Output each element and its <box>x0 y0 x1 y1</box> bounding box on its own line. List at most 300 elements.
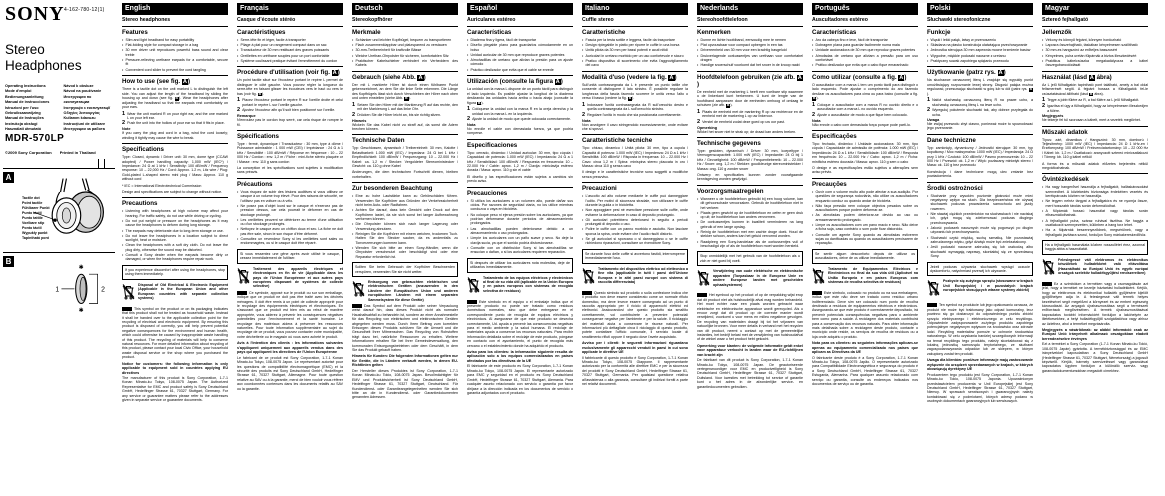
precaution-item: • Achten Sie darauf, dass kein Gewicht oder Druck auf den Kopfhörern lastet, da sie sich sonst bei langer Aufbewahrung verformen können. <box>352 208 458 221</box>
doc-title: Istruzioni per l'uso <box>5 105 39 110</box>
precaution-item: • Ne tegyen nehéz tárgyat a fejhallgatóra és ne nyomja össze, mert hosszabb tárolás során deformálódhat. <box>1042 199 1148 208</box>
section-title-specifications: Technische gegevens <box>697 139 761 147</box>
column-subtitle: Stereo headphones <box>122 17 171 23</box>
specifications-text: Tipo: chiuso, dinamico / Unità pilota: 30 mm, tipo a cupola / Capacità di potenza: 1.000 mW (IEC) / Impedenza: 24 Ω a 1 kHz / Sensibilità: 100 dB/mW / Risposta in frequenza: 10 – 22.000 Hz / Cavo: circa 1,2 m / Spina: minispina stereo placcata in oro / Massa: circa 110 g senza cavo <box>582 146 688 168</box>
section-title-how-to-use: How to use (see fig. A) <box>122 78 190 86</box>
section-title-specifications: Dane techniczne <box>927 136 976 144</box>
section-title-specifications: Specifications <box>122 146 164 154</box>
crossed-out-wheelie-bin-icon <box>582 267 595 289</box>
model-number: MDR-570LP <box>5 133 65 144</box>
specifications-note: O design e as especificações estão sujeitos a alterações sem aviso prévio. <box>812 166 918 175</box>
column-subtitle: Sztereó fejhallgató <box>1042 17 1089 23</box>
specifications-note: Design and specifications are subject to change without notice. <box>122 190 223 195</box>
tactile-dot-caption: Punto táctil <box>22 211 42 215</box>
specifications-note: La conception et les spécifications sont sujettes à modification sans préavis. <box>237 166 343 175</box>
note-text: No enrolle el cable con demasiada fuerza, ya que podría romperse. <box>467 126 573 136</box>
section-title-precautions: Środki ostrożności <box>927 184 983 192</box>
section-title-precautions: Zur besonderen Beachtung <box>352 185 433 193</box>
weee-title: Disposal of Old Electrical & Electronic Equipment (Applicable in the European Union and other European countries with separate collection systems) <box>138 282 228 300</box>
crossed-out-wheelie-bin-icon <box>352 280 365 302</box>
feature-item: • Oreillettes en uréthane souples pour un port confortable <box>237 54 343 58</box>
doc-title: Instrucţiuni de utilizare <box>63 121 106 126</box>
eu-notice-title: Uwaga dla klientów: poniższe informacje mają zastosowanie wyłącznie do urządzeń sprzedawanych w krajach, w których obowiązują dyrektywy UE <box>927 358 1033 372</box>
divider <box>697 71 803 72</box>
step-number: 1 <box>237 97 241 104</box>
doc-title: Инструкция по эксплуатации <box>63 94 92 105</box>
figure-b-mark-1: 1 <box>55 286 60 294</box>
section-title-features: Características <box>467 29 512 36</box>
specifications-text: Type : fermé, dynamique / Transducteur : 30 mm, type à dôme / Puissance admissible : 1 000 mW (CEI) / Impédance : 24 Ω à 1 kHz / Sensibilité : 100 dB/mW / Réponse en fréquence : 10 – 22 000 Hz / Cordon : env. 1,2 m / Fiche : mini-fiche stéréo plaquée or / Masse : env. 110 g sans cordon <box>237 141 343 164</box>
feature-item: • Schlanker und leichter Kopfbügel, bequem zu transportieren <box>352 38 458 42</box>
feature-item: • Vékony és könnyű fejpánt, könnyen hordozható <box>1042 38 1148 42</box>
weee-block <box>582 267 688 289</box>
feature-item: • Diseño plegable plano para guardarlos cómodamente en un bolso <box>467 43 573 52</box>
weee-block <box>122 283 228 305</box>
figure-b-ref: B <box>258 91 261 96</box>
black-bar-icon <box>467 300 477 304</box>
weee-body: Ez a szimbólum a terméken vagy a csomagolásán azt jelzi, hogy a terméket ne kezelje háztartási hulladékként. Kérjük, hogy az elektromos és elektronikai hulladék gyűjtésére kijelölt gyűjtőhelyen adja le. A feleslegessé vált termék helyes kezelésével segít megelőzni a környezet és az emberi egészség károsodását. Az anyagok újrahasznosítása segít a természeti erőforrások megőrzésében. A termék újrahasznosításával kapcsolatos további információért forduljon a lakóhelyén az illetékesekhez, a helyi hulladékgyűjtő szolgáltatóhoz vagy ahhoz az üzlethez, ahol a terméket megvásárolta. <box>1042 281 1148 326</box>
eu-notice-title: Nota para os clientes: as seguintes informações aplicam-se apenas ao equipamento comercializado nos países que aplicam as Directivas da UE <box>812 341 918 355</box>
column-subtitle: Stereohoofdtelefoon <box>697 17 748 23</box>
note-label: Hinweis <box>352 118 367 123</box>
column-subtitle: Słuchawki stereofoniczne <box>927 17 991 23</box>
step-item <box>237 98 343 107</box>
registration-marks <box>98 156 110 166</box>
section-title-specifications: Technische Daten <box>352 137 405 145</box>
precaution-item: • As almofadas podem deteriorar-se devido ao uso ou armazenamento prolongado. <box>812 213 918 222</box>
doc-title: Інструкція з експлуатації <box>63 105 111 110</box>
tactile-dot-caption: Punto tattile <box>22 216 43 220</box>
cover-panel <box>0 0 118 496</box>
section-title-specifications: Spécifications <box>237 132 279 140</box>
specifications-text: Típus: zárt, dinamikus / Hangszóró: 30 mm, domború / Teljesítmény: 1000 mW (IEC) / Impedancia: 24 Ω 1 kHz-en / Érzékenység: 100 dB/mW / Frekvenciatartomány: 10 – 22 000 Hz / Kábel: kb. 1,2 m / Csatlakozó: aranyozott sztereó minicsatlakozó / Tömeg: kb. 110 g kábel nélkül <box>1042 137 1148 160</box>
precaution-item: • Plaats geen gewicht op de hoofdtelefoon en oefen er geen druk op uit; de hoofdtelefoon kan anders vervormen. <box>697 211 803 220</box>
figure-b-ref: B <box>1029 87 1032 92</box>
step-item <box>467 107 573 116</box>
doc-title: Οδηγίες λειτουργίας <box>63 111 100 116</box>
section-title-features: Funkcje <box>927 29 951 36</box>
step-number: 1 <box>1042 97 1046 104</box>
note-text: Wickeln Sie das Kabel nicht zu straff auf, da sonst die Adern brechen können. <box>352 122 458 131</box>
step-number: 1 <box>927 97 931 104</box>
divider <box>927 182 1033 183</box>
divider <box>1042 71 1148 72</box>
weee-title: Trattamento del dispositivo elettrico od elettronico a fine vita (applicabile in tutti i paesi dell'Unione Europea e in altri paesi europei con sistema di raccolta differenziata) <box>598 266 688 284</box>
figure-b-label: B <box>3 256 14 267</box>
document-language-lists <box>5 84 115 133</box>
specifications-note: Ontwerp en specificaties kunnen zonder voorafgaande kennisgeving worden gewijzigd. <box>697 173 803 182</box>
section-title-how-to-use: Hoofdtelefoon gebruiken (zie afb. A) <box>697 73 802 88</box>
printed-in-text: Printed in Thailand <box>59 150 96 155</box>
weee-title: Entsorgung von gebrauchten elektrischen und elektronischen Geräten (anzuwenden in den Ländern der Europäischen Union und anderen europäischen Ländern mit einem separaten Sammelsystem für diese Geräte) <box>368 279 458 302</box>
weee-body: Het symbool op het product of op de verpakking wijst erop dat dit product niet als huishoudelijk afval mag worden behandeld. Het moet echter naar een plaats worden gebracht waar elektrische en elektronische apparatuur wordt gerecycled. Als u ervoor zorgt dat dit product op de correcte manier wordt verwijderd, voorkomt u voor mens en milieu negatieve gevolgen. De recycling van materialen draagt bij tot het vrijwaren van natuurlijke bronnen. Voor meer details in verband met het recyclen van dit product, neemt u contact op met de gemeentelijke instanties, het bedrijf belast met de verwijdering van huishoudafval of de winkel waar u het product hebt gekocht. <box>697 293 803 342</box>
weee-body: Ce symbole, apposé sur le produit ou sur son emballage, indique que ce produit ne doit pas être traité avec les déchets ménagers. Il doit être remis à un point de collecte approprié pour le recyclage des équipements électriques et électroniques. En s'assurant que ce produit est bien mis au rebut de manière appropriée, vous aiderez à prévenir les conséquences négatives potentielles pour l'environnement et la santé humaine. Le recyclage des matériaux aidera à préserver les ressources naturelles. Pour toute information supplémentaire au sujet du recyclage de ce produit, vous pouvez contacter votre municipalité, votre déchetterie ou le magasin où vous avez acheté le produit. <box>237 290 343 339</box>
section-title-precautions: Precautions <box>122 200 158 208</box>
note-label: Nota <box>467 122 476 127</box>
divider <box>697 26 803 27</box>
doc-title: Használati útmutató <box>5 127 42 132</box>
divider <box>812 178 918 179</box>
features-list <box>582 38 688 68</box>
features-list <box>237 38 343 63</box>
figure-b-ref: B <box>405 96 408 101</box>
note-label: Megjegyzés <box>1042 114 1064 119</box>
feature-item: • Weiche Urethan-Ohrpolster für sicheren, komfortablen Sitz <box>352 54 458 58</box>
precaution-item: • Nettoyez le casque avec un chiffon doux et sec. La fiche ne doit pas être sale, sinon le son risque d'être déformé. <box>237 227 343 236</box>
step-number: 1 <box>812 101 816 108</box>
how-to-use-intro: Na słuchawce oznaczonej literą L znajduje się wypukły punkt umożliwiający rozpoznanie lewej strony. Długość pałąka można regulować, przesuwając słuchawki w górę lub w dół (patrz rys. B). <box>927 78 1033 96</box>
note-label: Remarque <box>237 114 256 119</box>
divider <box>352 26 458 27</box>
boxed-note: Se sentir algum desconforto depois de utilizar os auscultadores, deixe de os utilizar imediatamente. <box>812 249 918 264</box>
black-bar-icon <box>122 307 132 311</box>
precaution-item: • Reinigen Sie die Kopfhörer mit einem weichen, trockenen Tuch. Halten Sie den Stecker sauber, da es andernfalls zu Tonverzerrungen kommen kann. <box>352 232 458 245</box>
specifications-note: Il design e le caratteristiche tecniche sono soggetti a modifiche senza preavviso. <box>582 170 688 179</box>
step-text: Verstel de eenheid zodat deze goed op uw oor past. <box>702 119 785 124</box>
section-title-features: Características <box>812 29 857 36</box>
tactile-dot-caption: Ponto táctil <box>22 226 42 230</box>
precaution-item: • Do not leave the headphones in a location subject to direct sunlight, heat or moisture. <box>122 234 228 243</box>
eu-notice-title: Aviso para los clientes: la información siguiente resulta de aplicación solo a los equipos comercializados en países afectados por las directivas de la UE <box>467 349 573 363</box>
feature-item: • Aro da cabeça fino e leve, fácil de transportar <box>812 38 918 42</box>
doc-title: Инструкции за работа <box>63 127 105 132</box>
figure-b-ref: B <box>1089 91 1093 96</box>
tactile-dot-caption: Tactile dot <box>22 196 40 200</box>
step-item <box>1042 104 1148 113</box>
feature-item: • Serre-tête fin et léger, facile à transporter <box>237 38 343 42</box>
figure-b-ref: B <box>726 103 730 108</box>
divider <box>122 197 228 198</box>
figure-a-ref: A <box>998 70 1003 77</box>
doc-title: Manual de Instruções <box>5 116 44 121</box>
section-title-how-to-use: Modalità d'uso (vedere la fig. A) <box>582 73 677 81</box>
features-list <box>812 38 918 68</box>
divider <box>1042 26 1148 27</box>
eu-notice-body: Ezt a terméket a Sony Corporation (1-7-1 Konan Minato-ku Tokió, 108-0075 Japán) gyártotta. A termékbiztonsággal és az EMC irányelvekkel kapcsolatban a Sony Deutschland GmbH (Hedelfinger Strasse 61, 70327 Stuttgart, Németország) a jogosult képviselő. Kérjük, bármely szervizeléssel vagy garanciával kapcsolatos ügyben forduljon a különálló szerviz- vagy garanciadokumentumokban megadott címekhez. <box>1042 342 1148 373</box>
feature-item: • 30 mm-es hangszóró az erőteljes basszusért <box>1042 48 1148 52</box>
weee-block <box>467 276 573 298</box>
step-text: Drücken Sie die Hörer leicht an, bis sie richtig sitzen. <box>357 112 441 117</box>
divider <box>237 66 343 67</box>
step-item <box>697 120 803 125</box>
doc-title: Kullanım kılavuzu <box>63 116 96 121</box>
feature-item: • Praktyczny suwak zapobiega splątaniu przewodu <box>927 59 1033 63</box>
section-title-precautions: Voorzorgsmaatregelen <box>697 187 764 195</box>
how-to-use-intro: Az L jelű fülhallgatón tapintható pont található, amely a bal oldal felismerését segíti. A fejpánt hossza a fülhallgatók fel-le csúsztatásával állítható (lásd B ábra). <box>1042 82 1148 96</box>
precaution-item: • Limpie los auriculares con un paño suave y seco. No deje la clavija sucia, ya que el sonido podría distorsionarse. <box>467 236 573 245</box>
black-bar-icon <box>697 293 707 297</box>
precaution-item: • Do not put weight or pressure on the headphones as it may cause the headphones to deform during long storage. <box>122 219 228 228</box>
doc-title: Návod k obsluze <box>63 84 94 88</box>
step-item <box>122 121 228 126</box>
section-title-how-to-use: Procédure d'utilisation (voir fig. A) <box>237 69 340 77</box>
note-label: Uwaga <box>927 117 940 122</box>
figure-a-ref: A <box>1089 74 1094 81</box>
tactile-dot-caption: Point tactile <box>22 201 43 205</box>
step-item <box>582 103 688 112</box>
eu-notice-body: Il fabbricante di questo prodotto è Sony Corporation, 1-7-1 Konan Minato-ku Tokyo, 108-0075 Giappone. Il rappresentante autorizzato per la conformità alle direttive EMC e per la sicurezza dei prodotti è Sony Deutschland GmbH, Hedelfinger Strasse 61, 70327 Stuttgart, Germania. Per qualsiasi questione relativa all'assistenza o alla garanzia, consultare gli indirizzi forniti a parte nei relativi documenti. <box>582 355 688 387</box>
product-title <box>5 42 82 74</box>
language-header: Polski <box>927 3 1033 15</box>
section-title-precautions: Precauciones <box>467 189 508 197</box>
asterisk-mark-bottom: ✱ <box>78 308 84 313</box>
tactile-dot-caption: Fühlbarer Punkt <box>22 206 50 210</box>
step-text: Ajuste la unidad de modo que quede colocada correctamente. <box>472 116 571 121</box>
how-to-use-intro: There is a tactile dot on the unit marked L to distinguish the left side. You can adjust the length of the headband by sliding the housing up and down (see fig. B). Wear the headphones after adjusting the headband so that the earpads rest comfortably on your ears. <box>122 87 228 110</box>
note-label: Nota <box>812 118 821 123</box>
section-title-specifications: Especificaciones <box>467 141 518 149</box>
doc-list-left <box>5 84 57 133</box>
crossed-out-wheelie-bin-icon <box>1042 258 1055 280</box>
headband-adjust-illustration <box>52 263 114 313</box>
copyright-text: ©2009 Sony Corporation <box>5 150 52 155</box>
precaution-item: • Não faça pressão nem coloque objectos pesados sobre os auscultadores porque podem deformar-se. <box>812 204 918 213</box>
how-to-use-intro: Sull'unità contrassegnata da L è presente un punto tattile che consente di distinguere il lato sinistro. È possibile regolare la lunghezza della fascia facendo scorrere le unità verso l'alto o verso il basso (vedere la fig. B). <box>582 82 688 101</box>
step-number: 2 <box>697 118 701 125</box>
precaution-item: • Ouvir com o volume muito alto pode afectar a sua audição. Por questões de segurança rodoviária, não utilize os auscultadores enquanto conduz ou quando andar de bicicleta. <box>812 190 918 203</box>
precaution-item: • Se gli auricolari si sporcano o si danneggiano o se le cuffie richiedono riparazioni, consultare un rivenditore Sony. <box>582 237 688 246</box>
features-list <box>697 38 803 68</box>
figure-a-ref: A <box>669 74 674 81</box>
specifications-note: El diseño y las especificaciones están sujetos a cambios sin previo aviso. <box>467 174 573 184</box>
section-title-precautions: Óvintézkedések <box>1042 176 1089 184</box>
precaution-item: • Consult a Sony dealer when the earpads become dirty or damaged, or when the headphones require repair work. <box>122 253 228 262</box>
note-text: Non avvolgere il cavo stringendolo eccessivamente, onde evitare che si spezzi. <box>582 122 688 131</box>
precaution-item: • Eine zu hohe Lautstärke kann zu Gehörschäden führen. Verwenden Sie Kopfhörer aus Gründen der Verkehrssicherheit nicht beim Auto- oder Radfahren. <box>352 194 458 207</box>
precaution-item: • The earpads may deteriorate due to long-term storage or use. <box>122 229 228 233</box>
divider <box>237 130 343 131</box>
eu-notice-body: De fabrikant van dit product is Sony Corporation, 1-7-1 Konan Minato-ku Tokyo, 108-0075 Japan. De geautoriseerde vertegenwoordiger voor EMC en productveiligheid is Sony Deutschland GmbH, Hedelfinger Strasse 61, 70327 Stuttgart, Duitsland. Voor kwesties met betrekking tot service of garantie kunt u het adres in de afzonderlijke service- en garantiedocumenten gebruiken. <box>697 358 803 389</box>
note-text: N'enroulez pas le cordon trop serré, car cela risque de rompre le fil. <box>237 118 343 127</box>
note-label: Note <box>122 127 131 132</box>
divider <box>582 71 688 72</box>
weee-title: Tratamiento de los equipos eléctricos y electrónicos al final de su vida útil (aplicable en la Unión Europea y en países europeos con sistemas de recogida selectiva de residuos) <box>483 275 573 293</box>
divider <box>237 178 343 179</box>
note-text: Nie zwijaj przewodu zbyt ciasno, ponieważ może to spowodować jego przerwanie. <box>927 121 1033 131</box>
feature-item: • Składana na płasko konstrukcja ułatwiająca przechowywanie <box>927 43 1033 47</box>
divider <box>697 137 803 138</box>
note-text: Não enrole o cabo com demasiada força porque pode parti-lo. <box>812 122 911 127</box>
section-title-how-to-use: Como utilizar (consulte a fig. A) <box>812 73 907 81</box>
specifications-text: Tipo: cerrado, dinámico / Unidad auricular: 30 mm, tipo cúpula / Capacidad de potencia: 1.000 mW (IEC) / Impedancia: 24 Ω a 1 kHz / Sensibilidad: 100 dB/mW / Respuesta en frecuencia: 10 – 22.000 Hz / Cable: aprox. 1,2 m / Clavija: miniclavija estéreo dorada / Masa: aprox. 110 g sin el cable <box>467 150 573 173</box>
doc-title: Návod na používanie <box>63 89 102 94</box>
step-number: 1 <box>122 110 126 117</box>
step-number: 2 <box>237 107 241 114</box>
step-number: 2 <box>812 111 816 118</box>
weee-title: Tratamento de Equipamentos Eléctricos e Electrónicos no final da sua vida útil (Aplicável na União Europeia e em países Europeus com sistemas de recolha selectiva de resíduos) <box>828 266 918 284</box>
eu-notice-body: The manufacturer of this product is Sony Corporation, 1-7-1 Konan Minato-ku Tokyo, 108-0075 Japan. The Authorized Representative for EMC and product safety is Sony Deutschland GmbH, Hedelfinger Strasse 61, 70327 Stuttgart, Germany. For any service or guarantee matters please refer to the addresses given in separate service or guarantee documents. <box>122 376 228 403</box>
divider <box>122 143 228 144</box>
language-column-fr <box>237 3 343 494</box>
precaution-item: • Wanneer u de hoofdtelefoon gebruikt bij een hoog volume, kan dit gehoorschade veroorzaken. Gebruik de hoofdtelefoon niet in het verkeer. <box>697 197 803 210</box>
doc-title: Operating Instructions <box>5 84 46 88</box>
precaution-item: • No coloque peso ni ejerza presión sobre los auriculares, ya que podrían deformarse durante periodos de almacenamiento prolongados. <box>467 213 573 226</box>
doc-title: Instrukcja obsługi <box>5 121 38 126</box>
step-text: Tegye a jobb fülére az R, a bal fülére az L jelű fülhallgatót. <box>1047 98 1140 103</box>
crossed-out-wheelie-bin-icon <box>697 269 710 291</box>
step-item <box>352 103 458 112</box>
tactile-dot-caption: Tapintható pont <box>22 236 49 240</box>
black-bar-icon <box>352 304 362 308</box>
crossed-out-wheelie-bin-icon <box>812 267 825 289</box>
step-item <box>352 113 458 118</box>
note-label: Nota <box>582 118 591 123</box>
step-number: 1 <box>697 108 701 115</box>
black-bar-icon <box>582 291 592 295</box>
step-item <box>237 108 343 113</box>
precaution-item: • Raadpleeg een Sony-handelaar als de oorkussentjes vuil of beschadigd zijn of als de hoofdtelefoon moet worden hersteld. <box>697 240 803 249</box>
language-column-nl <box>697 3 803 494</box>
step-item <box>927 108 1033 117</box>
copyright-line <box>5 150 115 155</box>
eu-notice-body: El fabricante de este producto es Sony Corporation, 1-7-1 Konan Minato-ku Tokyo, 108-0075 Japón. El representante autorizado para EMC y seguridad en el producto es Sony Deutschland GmbH, Hedelfinger Strasse 61, 70327 Stuttgart, Alemania. Para cualquier asunto relacionado con servicio o garantía por favor diríjase a la dirección indicada en los documentos de servicio o garantía adjuntados con el producto. <box>467 364 573 395</box>
features-list <box>927 38 1033 63</box>
divider <box>122 75 228 76</box>
boxed-note: Se durante l'uso delle cuffie si avvertono fastidi, interromperne immediatamente l'uso. <box>582 249 688 264</box>
how-to-use-intro: Der mit L markierte Hörer ist durch einen fühlbaren Punkt gekennzeichnet, an dem Sie die linke Seite erkennen. Die Länge des Kopfbügels lässt sich durch Verschieben der Hörer nach oben und unten einstellen (siehe Abb. B). <box>352 82 458 101</box>
specifications-text: Typ: zamknięty, dynamiczny / Jednostki sterujące: 30 mm, typ kopułkowy / Moc maksymalna: 1000 mW (IEC) / Impedancja: 24 Ω przy 1 kHz / Czułość: 100 dB/mW / Pasmo przenoszenia: 10 – 22 000 Hz / Przewód: ok. 1,2 m / Wtyk: pozłacany miniwtyk stereo / Masa: ok. 110 g bez przewodu <box>927 145 1033 168</box>
eu-notice-body: O fabricante deste produto é a Sony Corporation, 1-7-1 Konan Minato-ku Tokyo, 108-0075 Japão. O representante autorizado para Compatibilidade Electromagnética e segurança do produto é a Sony Deutschland GmbH, Hedelfinger Strasse 61, 70327 Estugarda, Alemanha. Para qualquer assunto relacionado com serviço ou garantia, consulte os endereços indicados nos documentos de serviço ou de garantia. <box>812 355 918 387</box>
precaution-item: • Jakość poduszek nausznych może się pogorszyć po długim używaniu lub przechowywaniu. <box>927 226 1033 235</box>
boxed-note: Stop onmiddellijk met het gebruik van de hoofdtelefoon als u zich er niet goed bij voelt. <box>697 251 803 266</box>
weee-block <box>1042 258 1148 280</box>
language-column-de <box>352 3 458 494</box>
language-column-es <box>467 3 573 494</box>
precautions-list <box>237 190 343 246</box>
feature-item: • Système coulissant pratique évitant l'emmêlement du cordon <box>237 59 343 63</box>
figure-a-ref: A <box>418 74 423 81</box>
eu-notice-title: Hinweis für Kunden: Die folgenden Informationen gelten nur für Geräte, die in Ländern verkauft werden, in denen EU-Richtlinien gelten <box>352 354 458 368</box>
section-title-how-to-use: Utilización (consulte la figura A) <box>467 78 563 86</box>
feature-item: • Laposra összehajtható, táskában kényelmesen szállítható <box>1042 43 1148 47</box>
feature-item: • Convenient cord slider to prevent the cord tangling <box>122 68 228 72</box>
divider <box>927 134 1033 135</box>
precaution-item: • Les oreillettes peuvent se détériorer au terme d'une utilisation ou d'un stockage prolongés. <box>237 218 343 227</box>
precaution-item: • Gli auricolari potrebbero deteriorarsi in seguito a periodi prolungati di deposito o uso. <box>582 218 688 227</box>
precaution-item: • Jeśli poduszki nauszne zabrudzą się lub uszkodzą albo słuchawki wymagają naprawy, skontaktuj się ze sprzedawcą Sony. <box>927 245 1033 258</box>
language-header: Français <box>237 3 343 15</box>
divider <box>3 168 115 169</box>
feature-item: • Plat opvouwbaar voor compact opbergen in een tas <box>697 43 803 47</box>
step-text: Setzen Sie den Hörer mit der Markierung R auf das rechte, den mit der Markierung L auf das linke Ohr. <box>357 102 458 112</box>
precautions-list <box>812 190 918 246</box>
divider <box>812 130 918 131</box>
section-title-features: Jellemzők <box>1042 29 1072 36</box>
precaution-item: • Słuchawki czyść miękką, suchą szmatką. Nie pozostawiaj zabrudzonego wtyku, gdyż dźwięk może być zniekształcony. <box>927 236 1033 245</box>
weee-block <box>697 269 803 291</box>
figure-a-ref: A <box>899 74 904 81</box>
precaution-item: • L'ascolto ad alto volume mediante le cuffie può danneggiare l'udito. Per motivi di sicurezza stradale, non utilizzare le cuffie durante la guida o in bicicletta. <box>582 194 688 207</box>
precaution-item: • Die Ohrpolster können sich nach langer Lagerung oder Verwendung abnutzen. <box>352 222 458 231</box>
precaution-item: • Las almohadillas pueden deteriorarse debido a un almacenamiento o uso prolongados. <box>467 227 573 236</box>
boxed-note: Si después de utilizar los auriculares nota molestias, deje de utilizarlos inmediatamente. <box>467 258 573 273</box>
eu-notice-title: Opmerking voor klanten: de volgende informatie geldt enkel voor apparatuur verkocht in landen waar de EU-richtlijnen van kracht zijn <box>697 343 803 357</box>
section-title-features: Caractéristiques <box>237 29 286 36</box>
language-column-it <box>582 3 688 494</box>
weee-title: Feleslegessé vált elektromos és elektronikus készülékek hulladékként való eltávolítása (Használható az Európai Unió és egyéb európai országok szelektív hulladékgyűjtési rendszereiben) <box>1058 257 1148 276</box>
feature-item: • Unità pilota da 30 mm per bassi potenti e acuti nitidi <box>582 48 688 52</box>
language-column-hu <box>1042 3 1148 494</box>
weee-block <box>352 280 458 302</box>
divider <box>582 182 688 183</box>
feature-item: • 30-mm-Treibereinheit für kraftvolle Bässe <box>352 48 458 52</box>
step-item <box>812 113 918 118</box>
step-text: Nałóż słuchawkę oznaczoną literą R na prawe ucho, a słuchawkę oznaczoną literą L na lewe ucho. <box>932 98 1033 107</box>
doc-title: Manual de instrucciones <box>5 100 50 105</box>
section-title-features: Features <box>122 29 148 36</box>
divider <box>352 134 458 135</box>
weee-body: Das Symbol auf dem Produkt oder seiner Verpackung weist darauf hin, dass dieses Produkt nicht als normaler Haushaltsabfall zu behandeln ist, sondern an einer Annahmestelle für das Recycling von elektrischen und elektronischen Geräten abgegeben werden muss. Durch Ihren Beitrag zum korrekten Entsorgen dieses Produkts schützen Sie die Umwelt und die Gesundheit Ihrer Mitmenschen. Das Recycling von Rohstoffen trägt dazu bei, natürliche Ressourcen zu erhalten. Weitere Informationen erhalten Sie bei Ihrer Gemeindeverwaltung, den kommunalen Entsorgungsbetrieben oder dem Geschäft, in dem Sie das Produkt gekauft haben. <box>352 303 458 352</box>
precautions-list <box>467 199 573 255</box>
section-title-how-to-use: Użytkowanie (patrz rys. A) <box>927 69 1006 77</box>
boxed-note: Ha a fejhallgató használata közben rosszullétet érez, azonnal hagyja abba a használatát. <box>1042 240 1148 255</box>
tactile-dot-caption: Wypukły punkt <box>22 231 48 235</box>
feature-item: • Fascia per la testa sottile e leggera, facile da trasportare <box>582 38 688 42</box>
precaution-item: • Si utiliza los auriculares a un volumen alto, puede dañar sus oídos. Por razones de seguridad viaria, no los utilice mientras conduzca o vaya en bicicleta. <box>467 199 573 212</box>
figure-b-mark-2: 2 <box>101 286 105 294</box>
feature-item: • Drivereenheid van 30 mm voor een krachtig basgeluid <box>697 48 803 52</box>
how-to-use-intro: De eenheid met de markering L heeft een voelbare stip waarmee u de linkerkant kunt herkennen. U kunt de lengte van de hoofdband aanpassen door de eenheden omhoog of omlaag te schuiven (zie afb. B). <box>697 89 803 108</box>
step-number: 2 <box>122 120 126 127</box>
step-number: 1 <box>467 106 471 113</box>
divider <box>467 75 573 76</box>
step-text: Ajuste o auscultador de modo a que fique bem colocado. <box>817 112 908 117</box>
divider <box>582 134 688 135</box>
divider <box>467 139 573 140</box>
precautions-list <box>582 194 688 246</box>
column-subtitle: Cuffie stereo <box>582 17 614 23</box>
step-number: 2 <box>352 111 356 118</box>
crossed-out-wheelie-bin-icon <box>237 267 250 289</box>
precaution-item: • Reinig de hoofdtelefoon met een zachte droge doek. Houd de stekker schoon, anders kan het geluid vervormd worden. <box>697 230 803 239</box>
feature-item: • Kényelmes, puha uretán fülpárnák a biztos illeszkedésért <box>1042 54 1148 58</box>
precaution-item: • Consulte con un distribuidor Sony si las almohadillas se ensucian o dañan, o si los auriculares requieren reparación. <box>467 246 573 255</box>
section-title-features: Kenmerken <box>697 29 731 36</box>
language-header: Español <box>467 3 573 15</box>
precaution-item: • Słuchanie przy wysokim poziomie głośności może mieć negatywny wpływ na słuch. Dla bezpieczeństwa nie używaj słuchawek podczas prowadzenia samochodu ani jazdy rowerem. <box>927 194 1033 212</box>
divider <box>1042 173 1148 174</box>
language-header: Nederlands <box>697 3 803 15</box>
language-header: Português <box>812 3 918 15</box>
weee-body: This symbol on the product or on its packaging indicates that this product shall not be treated as household waste. Instead it shall be handed over to the applicable collection point for the recycling of electrical and electronic equipment. By ensuring this product is disposed of correctly, you will help prevent potential negative consequences for the environment and human health, which could otherwise be caused by inappropriate waste handling of this product. The recycling of materials will help to conserve natural resources. For more detailed information about recycling of this product, please contact your local Civic Office, your household waste disposal service or the shop where you purchased the product. <box>122 306 228 360</box>
feature-item: • Flat-folding style for compact storage in a bag <box>122 43 228 47</box>
section-title-specifications: Caratteristiche tecniche <box>582 137 653 145</box>
language-column-pt <box>812 3 918 494</box>
figure-a-caption <box>22 196 62 241</box>
precaution-item: • Listening with headphones at high volume may affect your hearing. For traffic safety, do not use while driving or cycling. <box>122 209 228 218</box>
column-subtitle: Auscultadores estéreo <box>812 17 868 23</box>
weee-title: Pozbycie się zużytego sprzętu (stosowane w krajach Unii Europejskiej i w pozostałych krajach europejskich stosujących własne systemy zbiórki) <box>943 279 1033 293</box>
features-list <box>122 38 228 72</box>
step-item <box>812 103 918 112</box>
precaution-item: • Ha nagy hangerővel használja a fejhallgatót, halláskárosodást szenvedhet. A közlekedés biztonsága érdekében vezetés és kerékpározás közben ne használja. <box>1042 185 1148 198</box>
step-text: Regolare l'unità in modo che sia posizionata correttamente. <box>587 112 682 117</box>
figure-a-ref: A <box>555 79 560 86</box>
language-header: English <box>122 3 228 15</box>
feature-item: • Wygodne, miękkie poduszki nauszne z uretanu <box>927 54 1033 58</box>
feature-item: • Dunne en lichte hoofdband, eenvoudig mee te nemen <box>697 38 803 42</box>
weee-body: Questo simbolo sul prodotto o sulla confezione indica che il prodotto non deve essere considerato come un normale rifiuto domestico, ma deve invece essere consegnato ad un punto di raccolta appropriato per il riciclo di apparecchi elettrici ed elettronici. Assicurandovi che questo prodotto sia smaltito correttamente, voi contribuirete a prevenire potenziali conseguenze negative per l'ambiente e per la salute. Il riciclaggio dei materiali aiuta a conservare le risorse naturali. Per informazioni più dettagliate circa il riciclaggio di questo prodotto, potete contattare l'ufficio comunale, il servizio locale di smaltimento rifiuti oppure il negozio dove l'avete acquistato. <box>582 290 688 339</box>
section-title-features: Merkmale <box>352 29 381 36</box>
step-text: Wear the unit marked R on your right ear, and the one marked L on your left ear. <box>127 111 228 120</box>
specifications-text: Typ: Geschlossen, dynamisch / Treibereinheit: 30 mm, Kalotte / Belastbarkeit: 1.000 mW (IEC) / Impedanz: 24 Ω bei 1 kHz / Empfindlichkeit: 100 dB/mW / Frequenzgang: 10 – 22.000 Hz / Kabel: ca. 1,2 m / Stecker: Vergoldeter Stereoministecker / Gewicht: ca. 110 g ohne Kabel <box>352 146 458 168</box>
feature-item: • Design ripiegabile in piatto per riporre le cuffie in una borsa <box>582 43 688 47</box>
step-number: 2 <box>927 107 931 114</box>
precaution-item: • Nie stawiaj ciężkich przedmiotów na słuchawkach i nie naciskaj ich, gdyż mogą się zdeformować podczas długiego przechowywania. <box>927 212 1033 225</box>
divider <box>812 26 918 27</box>
step-text: Plaats de eenheid met de markering R op uw rechteroor en de eenheid met de markering L op uw linkeroor. <box>702 109 803 119</box>
step-number: 2 <box>1042 103 1046 110</box>
